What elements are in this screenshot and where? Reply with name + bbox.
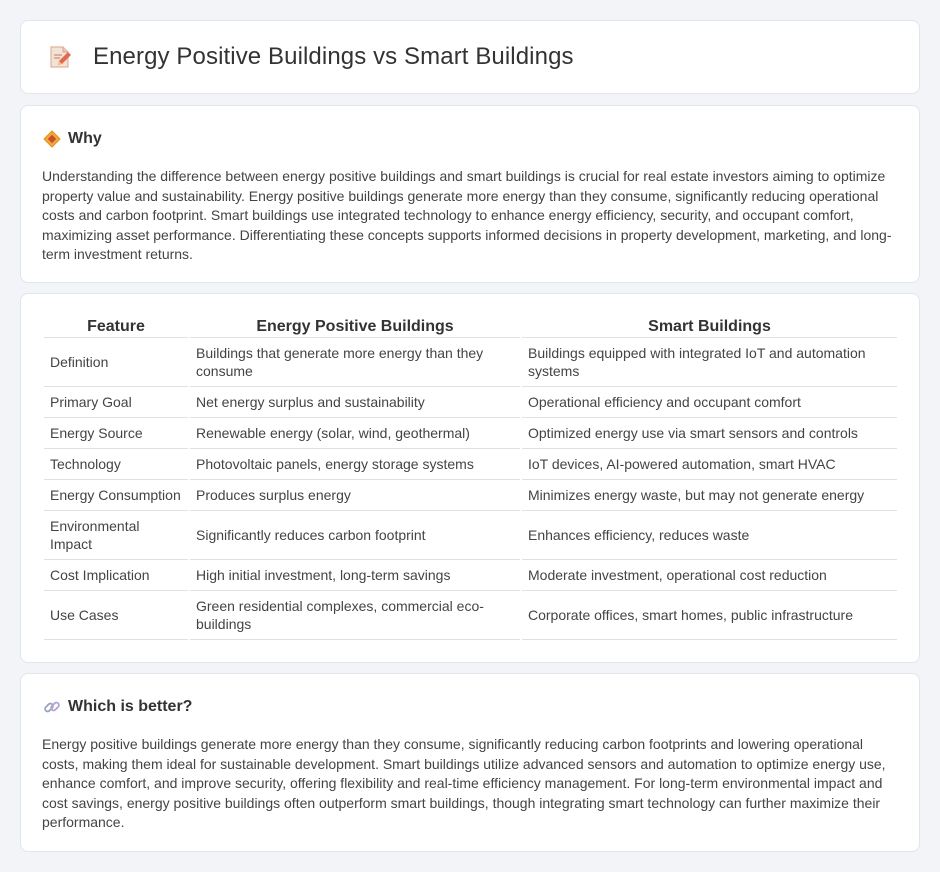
link-icon [43, 698, 61, 716]
page-title: Energy Positive Buildings vs Smart Buildings [93, 43, 574, 70]
which-is-better-text: Energy positive buildings generate more energy than they consume, significantly reducing carbon footprints and lowering operational costs, making them ideal for sustainable development. Smart buildings utilize advanced sensors and automation to optimize energy use, enhance comfort, and improve security, offering flexibility and real-time efficiency management. For long-term environmental impact and cost savings, energy positive buildings often outperform smart buildings, though integrating smart technology can further maximize their performance. [42, 736, 886, 830]
cell-smart: Corporate offices, smart homes, public infrastructure [522, 591, 897, 640]
cell-feature: Energy Source [44, 418, 188, 449]
table-row [44, 387, 897, 418]
cell-energy-positive: Green residential complexes, commercial eco-buildings [190, 591, 520, 640]
which-is-better-section [20, 673, 920, 852]
cell-energy-positive: Renewable energy (solar, wind, geothermal) [190, 418, 520, 449]
cell-smart: Operational efficiency and occupant comfort [522, 387, 897, 418]
cell-smart: Optimized energy use via smart sensors and controls [522, 418, 897, 449]
cell-smart: Minimizes energy waste, but may not generate energy [522, 480, 897, 511]
cell-feature: Definition [44, 338, 188, 387]
table-row [44, 480, 897, 511]
why-title: Why [68, 130, 102, 147]
document-pencil-icon [47, 44, 73, 70]
comparison-table [42, 314, 899, 640]
cell-feature: Energy Consumption [44, 480, 188, 511]
cell-smart: Buildings equipped with integrated IoT and automation systems [522, 338, 897, 387]
cell-smart: Moderate investment, operational cost reduction [522, 560, 897, 591]
which-is-better-title: Which is better? [68, 698, 193, 715]
table-row [44, 449, 897, 480]
why-section [20, 105, 920, 283]
cell-energy-positive: High initial investment, long-term savings [190, 560, 520, 591]
diamond-sign-icon [43, 130, 61, 148]
table-row [44, 591, 897, 640]
table-row [44, 560, 897, 591]
cell-feature: Primary Goal [44, 387, 188, 418]
cell-feature: Environmental Impact [44, 511, 188, 560]
header-card [20, 20, 920, 94]
table-row [44, 511, 897, 560]
cell-energy-positive: Produces surplus energy [190, 480, 520, 511]
cell-feature: Cost Implication [44, 560, 188, 591]
cell-feature: Use Cases [44, 591, 188, 640]
table-row [44, 338, 897, 387]
why-text: Understanding the difference between energy positive buildings and smart buildings is crucial for real estate investors aiming to optimize property value and sustainability. Energy positive buildings generate more energy than they consume, significantly reducing operational costs and carbon footprint. Smart buildings use integrated technology to enhance energy efficiency, security, and occupant comfort, maximizing asset performance. Differentiating these concepts supports informed decisions in property development, marketing, and long-term investment returns. [42, 168, 892, 262]
header-energy-positive: Energy Positive Buildings [190, 314, 520, 338]
cell-smart: IoT devices, AI-powered automation, smart HVAC [522, 449, 897, 480]
cell-feature: Technology [44, 449, 188, 480]
header-smart-buildings: Smart Buildings [522, 314, 897, 338]
cell-energy-positive: Photovoltaic panels, energy storage systems [190, 449, 520, 480]
cell-energy-positive: Net energy surplus and sustainability [190, 387, 520, 418]
header-feature: Feature [44, 314, 188, 338]
cell-smart: Enhances efficiency, reduces waste [522, 511, 897, 560]
comparison-table-card [20, 293, 920, 663]
table-row [44, 418, 897, 449]
cell-energy-positive: Buildings that generate more energy than they consume [190, 338, 520, 387]
cell-energy-positive: Significantly reduces carbon footprint [190, 511, 520, 560]
